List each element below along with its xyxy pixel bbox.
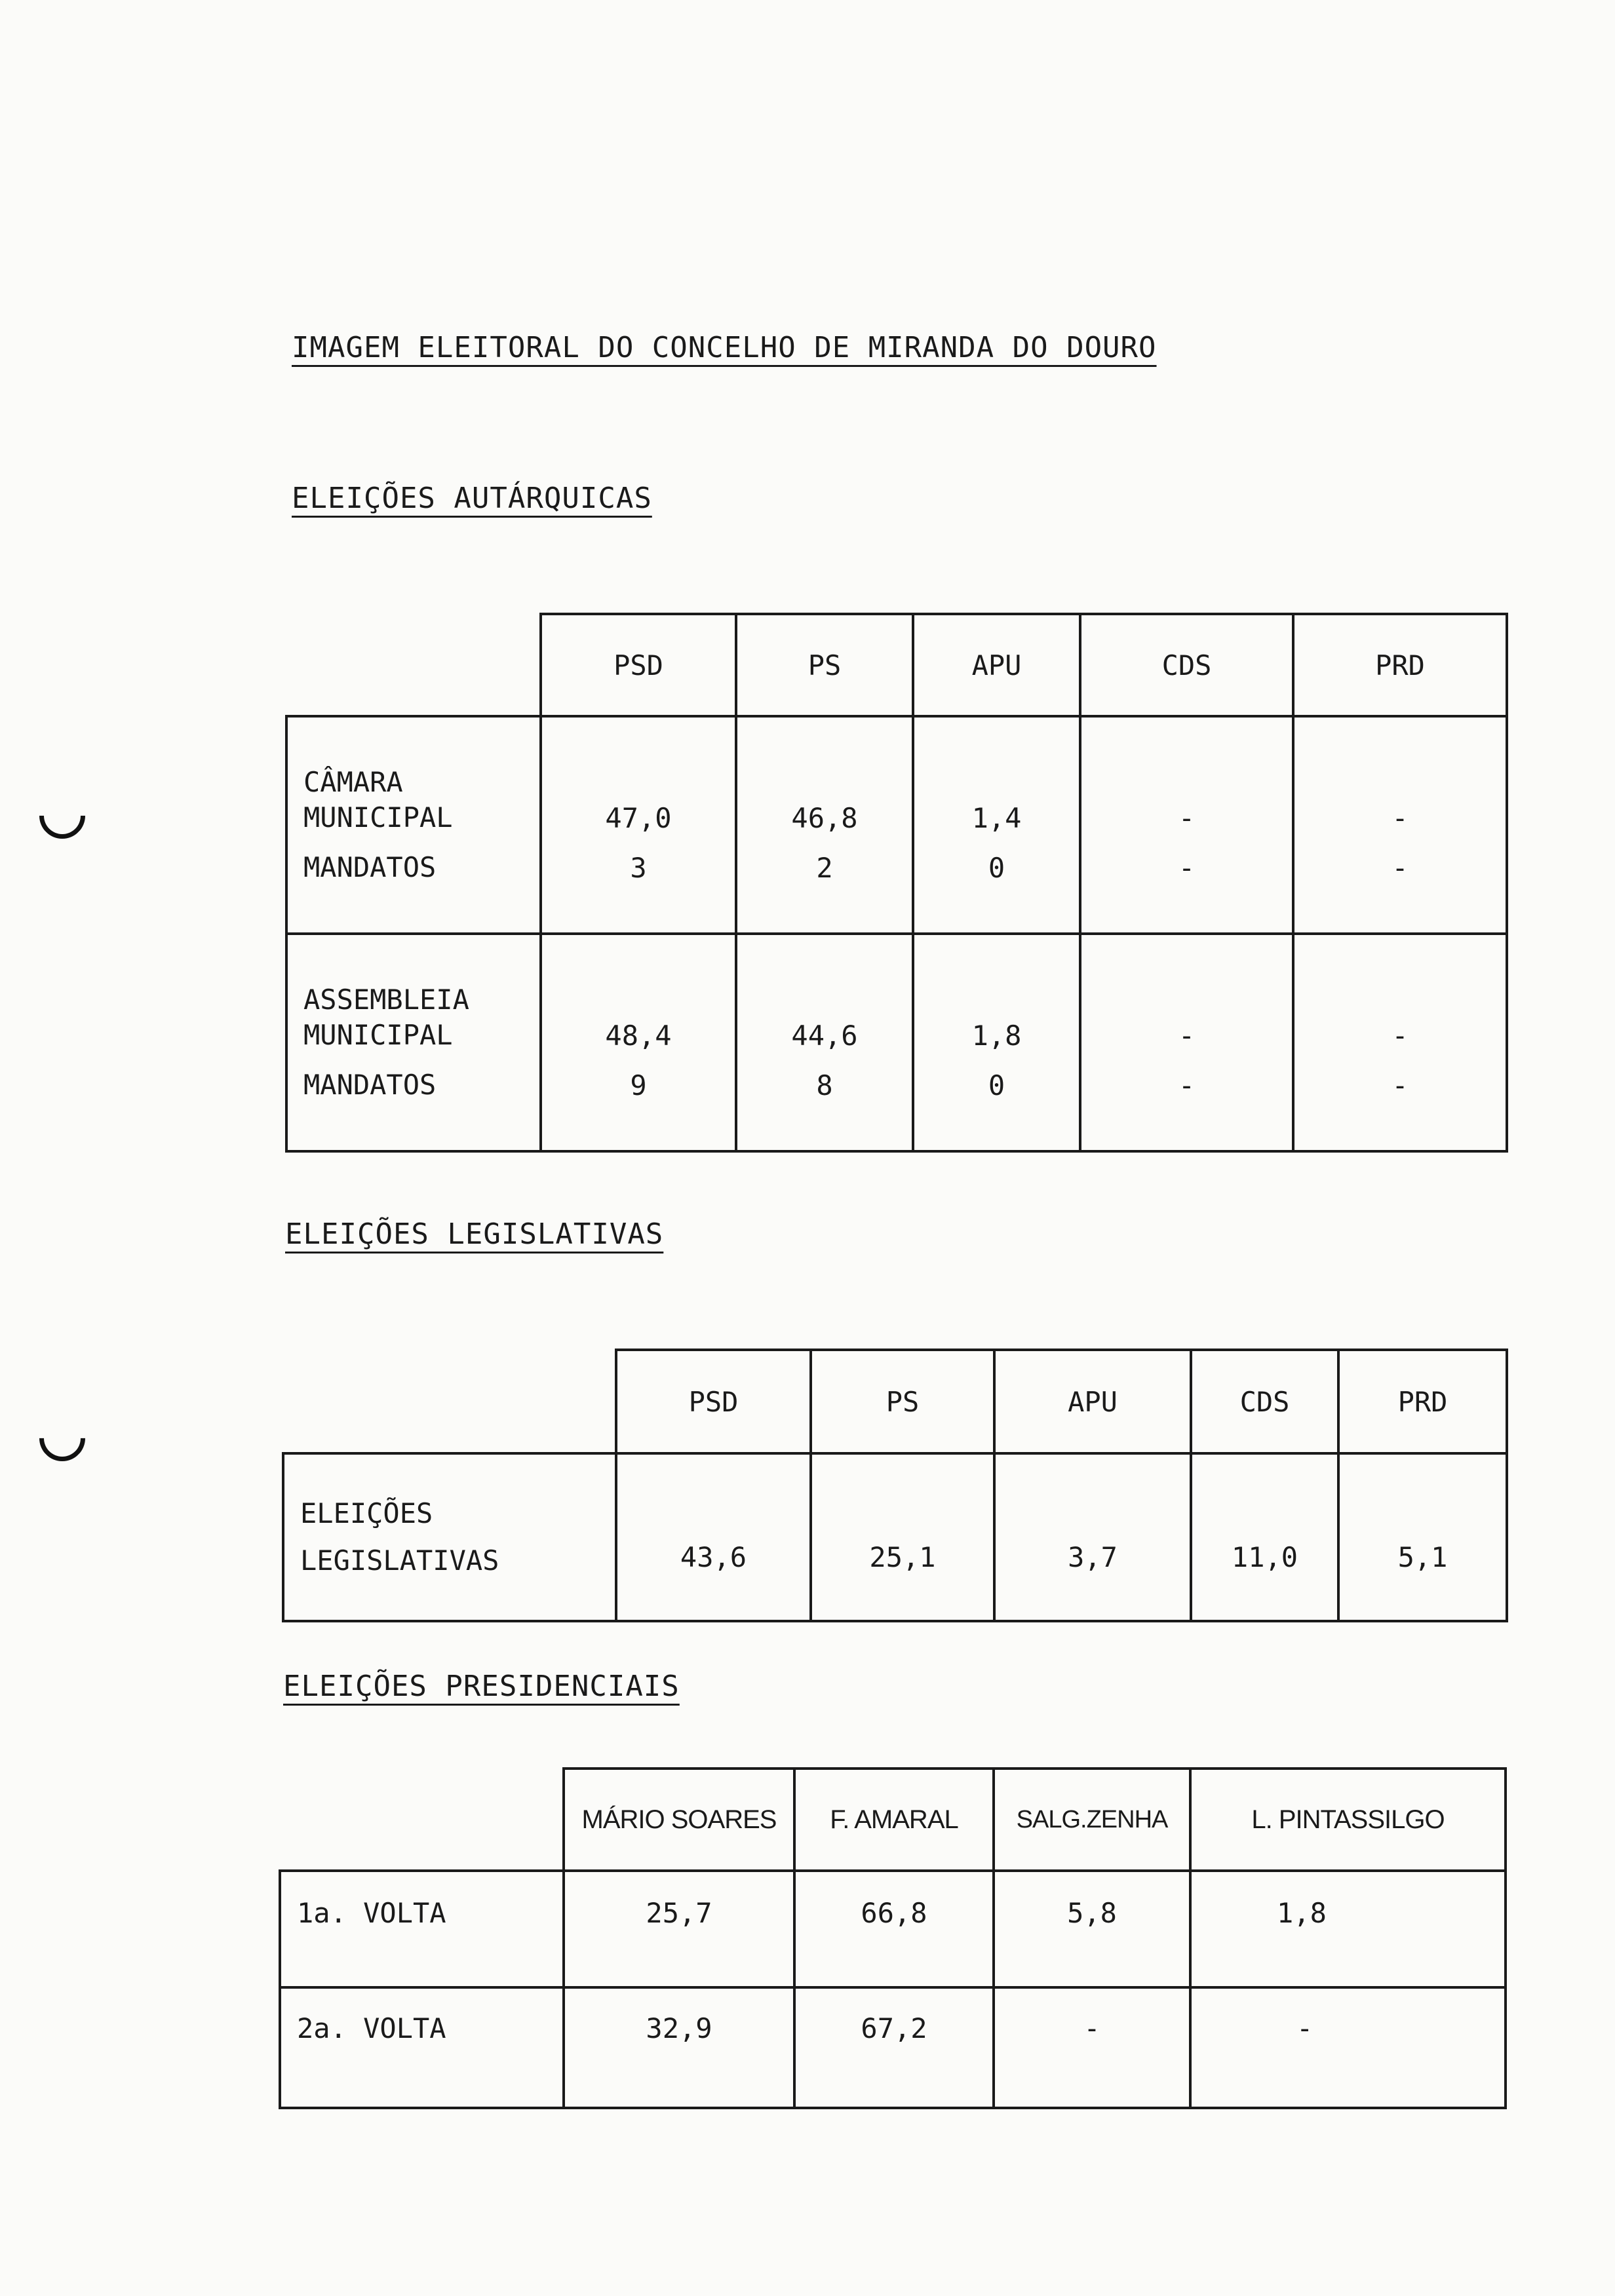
column-header: PSD: [616, 1350, 811, 1453]
table-cell: [1293, 934, 1507, 1151]
table-row-1a-volta: [280, 1871, 1506, 1987]
table-row-legislativas: [283, 1453, 1507, 1621]
cell-mandatos: -: [1391, 852, 1409, 884]
legislativas-table: [282, 1349, 1508, 1622]
column-header: CDS: [1080, 614, 1293, 716]
cell-mandatos: 2: [816, 852, 833, 884]
cell-percentage: 1,8: [971, 1020, 1022, 1052]
section-heading-autarquicas: ELEIÇÕES AUTÁRQUICAS: [292, 482, 652, 515]
column-header: PRD: [1293, 614, 1507, 716]
column-header: PS: [736, 614, 913, 716]
cell-percentage: -: [1178, 1020, 1196, 1052]
cell-percentage: -: [1391, 802, 1409, 834]
column-header: F. AMARAL: [794, 1769, 994, 1871]
row-label: [286, 934, 541, 1151]
table-cell: 67,2: [794, 1987, 994, 2108]
table-cell: [913, 934, 1080, 1151]
row-label-line: LEGISLATIVAS: [300, 1544, 499, 1577]
cell-mandatos: 9: [630, 1069, 647, 1101]
table-cell: -: [994, 1987, 1190, 2108]
row-label-line: CÂMARA: [303, 766, 403, 798]
column-header: CDS: [1191, 1350, 1338, 1453]
row-label-mandatos: MANDATOS: [303, 851, 437, 883]
table-cell: 3,7: [994, 1453, 1191, 1621]
column-header: APU: [994, 1350, 1191, 1453]
row-label-mandatos: MANDATOS: [303, 1069, 437, 1101]
column-header: PRD: [1338, 1350, 1507, 1453]
row-label: 1a. VOLTA: [280, 1871, 564, 1987]
section-heading-legislativas: ELEIÇÕES LEGISLATIVAS: [285, 1217, 664, 1251]
table-row-assembleia-municipal: [286, 934, 1507, 1151]
table-cell: [913, 716, 1080, 934]
table-corner: [280, 1769, 564, 1871]
row-label: [283, 1453, 616, 1621]
column-header: PSD: [541, 614, 736, 716]
table-cell: 5,1: [1338, 1453, 1507, 1621]
table-cell: [1080, 934, 1293, 1151]
row-label-line: ASSEMBLEIA: [303, 984, 469, 1016]
cell-mandatos: -: [1391, 1069, 1409, 1101]
table-row-camara-municipal: [286, 716, 1507, 934]
table-cell: [1080, 716, 1293, 934]
binder-hole-mark: [30, 1406, 95, 1471]
table-cell: 66,8: [794, 1871, 994, 1987]
row-label-line: MUNICIPAL: [303, 1019, 453, 1051]
table-header-row: [286, 614, 1507, 716]
row-label: [286, 716, 541, 934]
cell-percentage: 44,6: [791, 1020, 858, 1052]
table-corner: [286, 614, 541, 716]
table-cell: 5,8: [994, 1871, 1190, 1987]
table-row-2a-volta: [280, 1987, 1506, 2108]
table-header-row: [280, 1769, 1506, 1871]
table-cell: [736, 934, 913, 1151]
table-cell: 43,6: [616, 1453, 811, 1621]
cell-percentage: 47,0: [605, 802, 672, 834]
cell-percentage: 48,4: [605, 1020, 672, 1052]
autarquicas-table: [285, 613, 1508, 1153]
cell-mandatos: -: [1178, 1069, 1196, 1101]
column-header: PS: [811, 1350, 994, 1453]
table-cell: 11,0: [1191, 1453, 1338, 1621]
table-cell: 25,1: [811, 1453, 994, 1621]
column-header: L. PINTASSILGO: [1190, 1769, 1506, 1871]
cell-mandatos: -: [1178, 852, 1196, 884]
column-header: MÁRIO SOARES: [564, 1769, 794, 1871]
table-cell: 25,7: [564, 1871, 794, 1987]
row-label-line: ELEIÇÕES: [300, 1497, 433, 1529]
table-corner: [283, 1350, 616, 1453]
cell-percentage: -: [1178, 802, 1196, 834]
document-title: IMAGEM ELEITORAL DO CONCELHO DE MIRANDA DO DOURO: [292, 331, 1157, 364]
table-cell: 32,9: [564, 1987, 794, 2108]
table-cell: [1293, 716, 1507, 934]
cell-percentage: 46,8: [791, 802, 858, 834]
section-heading-presidenciais: ELEIÇÕES PRESIDENCIAIS: [283, 1670, 680, 1703]
table-cell: [541, 716, 736, 934]
column-header: APU: [913, 614, 1080, 716]
table-cell: [736, 716, 913, 934]
binder-hole-mark: [30, 784, 95, 849]
table-cell: [541, 934, 736, 1151]
column-header: SALG.ZENHA: [994, 1769, 1190, 1871]
table-cell: -: [1190, 1987, 1506, 2108]
cell-percentage: 1,4: [971, 802, 1022, 834]
row-label: 2a. VOLTA: [280, 1987, 564, 2108]
cell-percentage: -: [1391, 1020, 1409, 1052]
table-cell: 1,8: [1190, 1871, 1506, 1987]
presidenciais-table: [279, 1767, 1507, 2109]
cell-mandatos: 8: [816, 1069, 833, 1101]
cell-mandatos: 3: [630, 852, 647, 884]
cell-mandatos: 0: [988, 852, 1005, 884]
cell-mandatos: 0: [988, 1069, 1005, 1101]
row-label-line: MUNICIPAL: [303, 801, 453, 833]
table-header-row: [283, 1350, 1507, 1453]
